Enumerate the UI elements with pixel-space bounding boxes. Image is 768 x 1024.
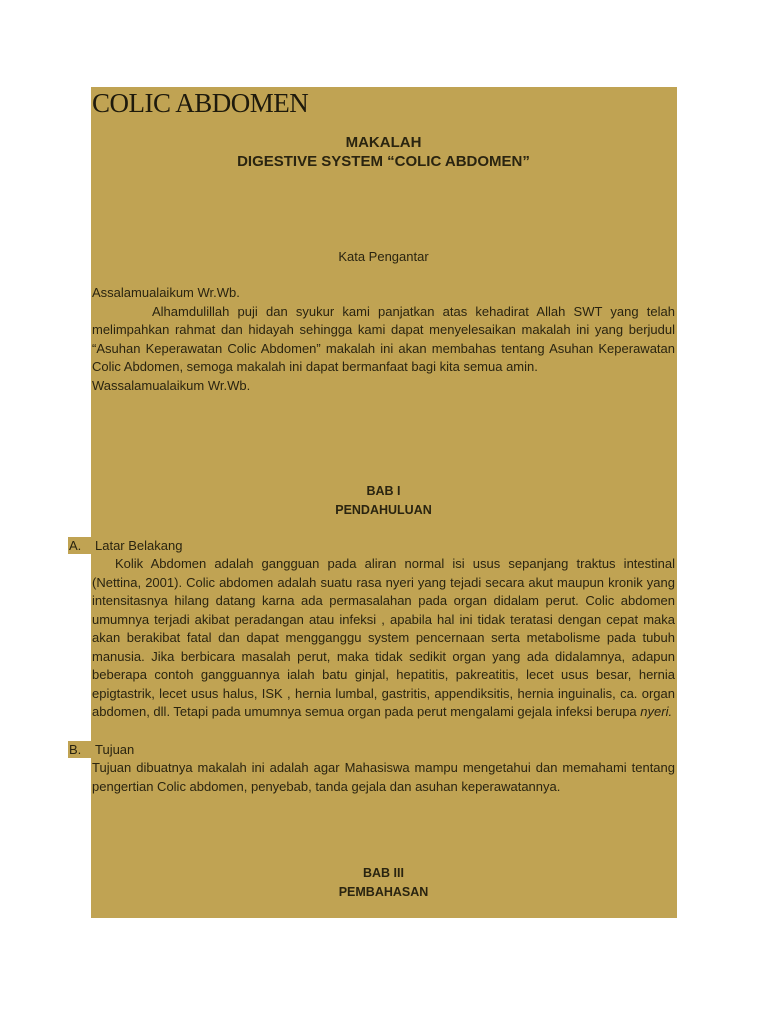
chapter3-heading: [92, 864, 675, 901]
chapter3-number: BAB III: [363, 866, 404, 880]
heading-makalah: MAKALAH: [345, 134, 422, 151]
preface-greeting: Assalamualaikum Wr.Wb.: [92, 285, 240, 300]
document-title: COLIC ABDOMEN: [92, 88, 309, 118]
chapter1-title: PENDAHULUAN: [335, 502, 432, 517]
section-a-body: [92, 555, 675, 722]
section-b-letter: B.: [68, 741, 92, 758]
preface-closing: Wassalamualaikum Wr.Wb.: [92, 377, 251, 393]
section-b-label: Tujuan: [95, 742, 135, 757]
chapter3-title: PEMBAHASAN: [338, 884, 429, 899]
chapter1-number: BAB I: [366, 484, 401, 498]
main-heading: [92, 133, 675, 171]
section-a-letter: A.: [68, 537, 92, 554]
section-a-heading: [68, 537, 182, 554]
preface-body: Alhamdulillah puji dan syukur kami panjatkan atas kehadirat Allah SWT yang telah melimpahkan rahmat dan hidayah sehingga kami dapat menyelesaikan makalah ini yang berjudul “Asuhan Keperawatan Colic Abdomen” makalah ini akan membahas tentang Asuhan Keperawatan Colic Abdomen, semoga makalah ini dapat bermanfaat bagi kita semua amin.: [92, 303, 675, 374]
section-b-body: Tujuan dibuatnya makalah ini adalah agar Mahasiswa mampu mengetahui dan memahami tentang pengertian Colic abdomen, penyebab, tanda gejala dan asuhan keperawatannya.: [92, 760, 675, 794]
section-a-text: Kolik Abdomen adalah gangguan pada aliran normal isi usus sepanjang traktus intestinal (Nettina, 2001). Colic abdomen adalah suatu rasa nyeri yang tejadi secara akut maupun kronik yang intensitasnya hilang datang karna ada permasalahan pada organ didalam perut. Colic abdomen umumnya terjadi akibat peradangan atau infeksi , apabila hal ini tidak teratasi dengan cepat maka akan berakibat fatal dan dapat mengganggu system pencernaan serta metabolisme pada tubuh manusia. Jika berbicara masalah perut, maka tidak sedikit organ yang ada didalamnya, adapun beberapa contoh gangguannya ialah batu ginjal, hepatitis, pakreatitis, lecet usus besar, hernia epigtastrik, lecet usus halus, ISK , hernia lumbal, gastritis, appendiksitis, hernia inguinalis, ca. organ abdomen, dll. Tetapi pada umumnya semua organ pada perut mengalami gejala infeksi berupa: [92, 556, 675, 719]
heading-digestive-system: DIGESTIVE SYSTEM “COLIC ABDOMEN”: [237, 153, 530, 170]
preface: [92, 284, 675, 395]
section-a-italic: nyeri.: [640, 704, 673, 719]
section-b-heading: [68, 741, 134, 758]
preface-title: Kata Pengantar: [338, 249, 429, 264]
chapter1-heading: [92, 482, 675, 519]
section-a-label: Latar Belakang: [95, 538, 183, 553]
